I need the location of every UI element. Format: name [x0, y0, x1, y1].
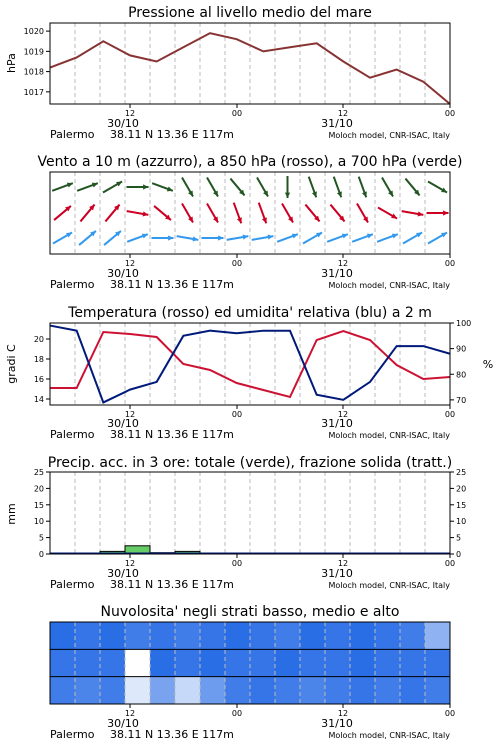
cloud-cell [275, 622, 301, 650]
wind-10m-arrow [303, 233, 322, 244]
cloud-cell [100, 622, 126, 650]
pressure-date-label: 31/10 [321, 117, 353, 130]
cloud-cell [375, 622, 401, 650]
precip-time-tick-label: 12 [337, 559, 349, 568]
wind-700-arrow [230, 179, 244, 196]
precip-plot-frame [50, 472, 450, 554]
wind-850-arrow-head [443, 210, 448, 215]
wind-700-arrow [285, 176, 290, 198]
wind-700-arrow-head [285, 193, 290, 198]
cloud-location: Palermo [50, 728, 95, 741]
cloud-cell [250, 649, 276, 677]
temperature-date-label: 31/10 [321, 417, 353, 430]
pressure-ylabel: hPa [5, 53, 18, 73]
wind-850-arrow [154, 206, 171, 220]
wind-700-arrow [127, 184, 149, 189]
humidity-y2-tick-label: 90 [456, 344, 467, 354]
wind-850-arrow-head [262, 217, 267, 223]
cloud-cell [100, 649, 126, 677]
humidity-ylabel: % [482, 358, 494, 371]
cloud-cell [300, 649, 326, 677]
cloud-cell [225, 649, 251, 677]
wind-plot-frame [50, 172, 450, 254]
wind-10m-arrow [53, 233, 72, 244]
cloud-date-label: 30/10 [107, 717, 139, 730]
wind-850-arrow [105, 205, 119, 222]
precip-date-label: 30/10 [107, 567, 139, 580]
temperature-y-tick-label: 16 [33, 375, 44, 384]
wind-10m-arrow-head [292, 234, 298, 239]
wind-10m-arrow [252, 234, 274, 239]
wind-850-arrow [282, 203, 293, 222]
cloud-cell [350, 622, 376, 650]
cloud-cell [100, 677, 126, 705]
precip-right-y2-tick-label: 5 [456, 533, 462, 543]
cloud-cell [50, 622, 76, 650]
precip-y-tick-label: 20 [33, 484, 44, 494]
wind-700-arrow-head [337, 191, 342, 197]
wind-700-arrow [182, 177, 193, 196]
wind-10m-arrow [227, 234, 249, 239]
pressure-y-tick-label: 1018 [23, 67, 44, 77]
pressure-coords: 38.11 N 13.36 E 117m [110, 128, 234, 141]
wind-10m-arrow [127, 234, 148, 242]
cloud-cell [325, 622, 351, 650]
cloud-cell [75, 649, 101, 677]
precip-date-label: 31/10 [321, 567, 353, 580]
cloud-time-tick-label: 00 [444, 709, 456, 718]
wind-850-arrow [234, 203, 242, 224]
cloud-cell [200, 649, 226, 677]
temperature-model-credit: Moloch model, CNR-ISAC, Italy [328, 431, 450, 440]
wind-10m-arrow [177, 236, 199, 241]
wind-850-arrow [305, 205, 319, 222]
wind-850-arrow [127, 211, 149, 216]
wind-700-arrow [334, 177, 342, 198]
temperature-plot-frame [50, 323, 450, 405]
precip-location: Palermo [50, 578, 95, 591]
wind-date-label: 30/10 [107, 267, 139, 280]
wind-10m-arrow [152, 235, 174, 240]
wind-850-arrow-head [237, 217, 242, 223]
cloud-cell [150, 622, 176, 650]
cloud-cell [225, 622, 251, 650]
cloud-cell [75, 677, 101, 705]
temperature-date-label: 30/10 [107, 417, 139, 430]
cloud-cell [425, 622, 451, 650]
wind-700-arrow-head [67, 183, 73, 188]
cloud-cell [375, 649, 401, 677]
precip-time-tick-label: 00 [444, 559, 456, 568]
wind-700-arrow [103, 182, 122, 193]
wind-title: Vento a 10 m (azzurro), a 850 hPa (rosso), a 700 hPa (verde) [37, 154, 463, 170]
wind-location: Palermo [50, 278, 95, 291]
cloud-cell [250, 677, 276, 705]
precip-y-tick-label: 0 [38, 550, 44, 559]
pressure-plot-frame [50, 23, 450, 104]
cloud-cell [175, 677, 201, 705]
pressure-date-label: 30/10 [107, 117, 139, 130]
wind-700-arrow [207, 177, 218, 196]
wind-10m-arrow-head [142, 234, 148, 239]
cloud-cell [275, 677, 301, 705]
wind-10m-arrow [428, 233, 447, 244]
wind-850-arrow [54, 206, 71, 220]
cloud-cell [375, 677, 401, 705]
pressure-model-credit: Moloch model, CNR-ISAC, Italy [328, 131, 450, 140]
wind-700-arrow-head [312, 191, 317, 197]
precip-model-credit: Moloch model, CNR-ISAC, Italy [328, 581, 450, 590]
cloud-cell [125, 649, 151, 677]
wind-time-tick-label: 12 [337, 259, 349, 268]
wind-10m-arrow-head [168, 235, 173, 240]
wind-10m-arrow [277, 234, 298, 242]
humidity-y2-tick-label: 80 [456, 370, 467, 380]
wind-700-arrow [52, 183, 73, 191]
precip-y-tick-label: 5 [38, 533, 44, 543]
wind-time-tick-label: 00 [444, 259, 456, 268]
pressure-time-tick-label: 00 [444, 109, 456, 118]
cloud-cell [325, 649, 351, 677]
wind-850-arrow [402, 211, 424, 216]
cloud-cell [200, 622, 226, 650]
cloud-title: Nuvolosita' negli strati basso, medio e alto [100, 604, 400, 620]
cloud-cell [125, 677, 151, 705]
wind-700-arrow [257, 177, 268, 196]
cloud-time-tick-label: 12 [337, 709, 349, 718]
cloud-cell [300, 622, 326, 650]
precip-right-y2-tick-label: 15 [456, 500, 467, 510]
wind-850-arrow [259, 203, 267, 224]
cloud-coords: 38.11 N 13.36 E 117m [110, 728, 234, 741]
wind-700-arrow [152, 183, 173, 191]
cloud-cell [75, 622, 101, 650]
wind-10m-arrow [352, 234, 373, 242]
precip-y-tick-label: 10 [33, 517, 44, 527]
temperature-time-tick-label: 00 [444, 410, 456, 419]
precip-ylabel: mm [5, 503, 18, 525]
cloud-time-tick-label: 12 [124, 709, 136, 718]
temperature-time-tick-label: 00 [231, 410, 243, 419]
pressure-title: Pressione al livello medio del mare [128, 5, 372, 21]
wind-10m-arrow [377, 234, 398, 242]
pressure-y-tick-label: 1020 [23, 27, 44, 37]
temperature-coords: 38.11 N 13.36 E 117m [110, 428, 234, 441]
temperature-y-tick-label: 20 [33, 335, 44, 344]
wind-10m-arrow [104, 231, 121, 245]
temperature-time-tick-label: 12 [337, 410, 349, 419]
cloud-cell [150, 677, 176, 705]
pressure-time-tick-label: 12 [124, 109, 136, 118]
cloud-cell [300, 677, 326, 705]
precip-right-y2-tick-label: 0 [456, 550, 462, 559]
precip-coords: 38.11 N 13.36 E 117m [110, 578, 234, 591]
wind-850-arrow [207, 203, 218, 222]
cloud-cell [400, 677, 426, 705]
wind-850-arrow [330, 205, 344, 222]
temperature-y-tick-label: 14 [33, 395, 44, 404]
cloud-cell [350, 649, 376, 677]
precip-right-y2-tick-label: 25 [456, 468, 467, 477]
cloud-cell [50, 649, 76, 677]
temperature-y-tick-label: 18 [33, 355, 44, 364]
temperature-title: Temperatura (rosso) ed umidita' relativa (blu) a 2 m [68, 305, 432, 321]
pressure-time-tick-label: 12 [337, 109, 349, 118]
pressure-y-tick-label: 1019 [23, 47, 44, 57]
cloud-cell [125, 622, 151, 650]
wind-850-arrow [182, 203, 193, 222]
wind-850-arrow [80, 205, 94, 222]
wind-model-credit: Moloch model, CNR-ISAC, Italy [328, 281, 450, 290]
temperature-location: Palermo [50, 428, 95, 441]
precip-time-tick-label: 00 [231, 559, 243, 568]
wind-10m-arrow-head [392, 234, 398, 239]
humidity-y2-tick-label: 70 [456, 395, 467, 405]
precip-right-y2-tick-label: 20 [456, 484, 467, 494]
wind-700-arrow [77, 183, 98, 191]
wind-10m-arrow-head [342, 234, 348, 239]
temperature-ylabel: gradi C [5, 344, 18, 384]
pressure-y-tick-label: 1017 [23, 87, 44, 97]
pressure-time-tick-label: 00 [231, 109, 243, 118]
precip-title: Precip. acc. in 3 ore: totale (verde), frazione solida (tratt.) [47, 455, 453, 471]
cloud-cell [200, 677, 226, 705]
precip-y-tick-label: 25 [33, 468, 44, 477]
precip-y-tick-label: 15 [33, 500, 44, 510]
cloud-cell [400, 649, 426, 677]
wind-10m-arrow [403, 233, 422, 244]
wind-850-arrow [427, 210, 449, 215]
cloud-cell [325, 677, 351, 705]
wind-10m-arrow [327, 234, 348, 242]
cloud-cell [225, 677, 251, 705]
cloud-date-label: 31/10 [321, 717, 353, 730]
cloud-cell [150, 649, 176, 677]
cloud-cell [50, 677, 76, 705]
wind-coords: 38.11 N 13.36 E 117m [110, 278, 234, 291]
wind-700-arrow-head [92, 183, 98, 188]
precip-right-y2-tick-label: 10 [456, 517, 467, 527]
cloud-cell [350, 677, 376, 705]
cloud-cell [175, 649, 201, 677]
wind-850-arrow [378, 208, 397, 219]
wind-700-arrow [428, 182, 447, 193]
wind-10m-arrow [79, 231, 96, 245]
wind-850-arrow [357, 203, 368, 222]
wind-10m-arrow [202, 235, 224, 240]
cloud-cell [400, 622, 426, 650]
wind-700-arrow [359, 177, 367, 198]
wind-10m-arrow-head [218, 235, 223, 240]
precip-time-tick-label: 12 [124, 559, 136, 568]
cloud-cell [425, 677, 451, 705]
wind-time-tick-label: 12 [124, 259, 136, 268]
wind-700-arrow-head [362, 191, 367, 197]
cloud-cell [275, 649, 301, 677]
wind-10m-arrow-head [367, 234, 373, 239]
pressure-location: Palermo [50, 128, 95, 141]
wind-700-arrow [382, 177, 393, 196]
temperature-time-tick-label: 12 [124, 410, 136, 419]
cloud-cell [175, 622, 201, 650]
wind-700-arrow [405, 179, 419, 196]
cloud-cell [250, 622, 276, 650]
cloud-model-credit: Moloch model, CNR-ISAC, Italy [328, 731, 450, 740]
wind-700-arrow-head [167, 186, 173, 191]
cloud-cell [425, 649, 451, 677]
cloud-time-tick-label: 00 [231, 709, 243, 718]
wind-700-arrow-head [143, 184, 148, 189]
wind-700-arrow [309, 177, 317, 198]
wind-time-tick-label: 00 [231, 259, 243, 268]
wind-date-label: 31/10 [321, 267, 353, 280]
humidity-y2-tick-label: 100 [456, 319, 472, 328]
